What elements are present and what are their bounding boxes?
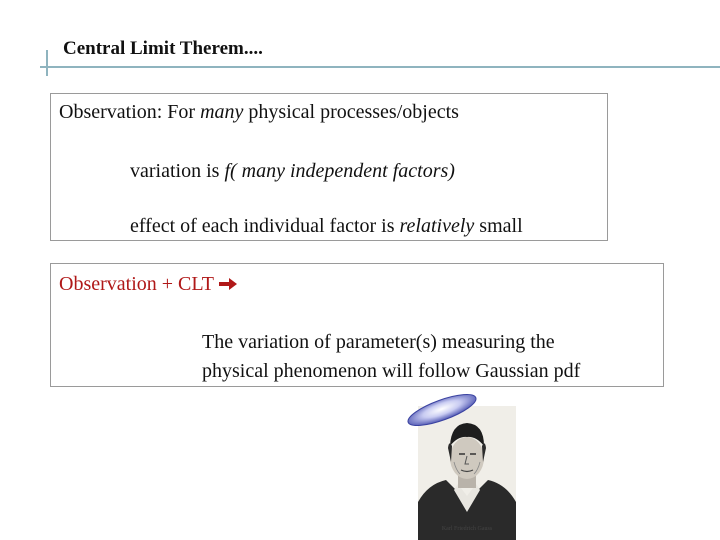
title-tick-mark (46, 50, 48, 76)
portrait-caption: Karl Friedrich Gauss (441, 526, 493, 532)
slide-title: Central Limit Therem.... (63, 38, 263, 59)
observation-emphasis: many (200, 101, 244, 123)
observation-line (59, 100, 459, 124)
effect-line (130, 214, 523, 238)
effect-emphasis: relatively (399, 215, 475, 237)
conclusion-heading (59, 272, 238, 296)
title-underline (40, 66, 720, 68)
conclusion-line-2: physical phenomenon will follow Gaussian pdf (202, 360, 581, 382)
variation-emphasis: f( many independent factors) (224, 160, 455, 182)
variation-line (130, 159, 455, 183)
right-arrow-icon (218, 277, 238, 291)
observation-suffix: physical processes/objects (243, 101, 459, 123)
effect-suffix: small (474, 215, 523, 237)
effect-prefix: effect of each individual factor is (130, 215, 400, 237)
observation-prefix: Observation: For (59, 101, 201, 123)
halo-icon (400, 390, 484, 430)
conclusion-line-1: The variation of parameter(s) measuring the (202, 331, 555, 353)
conclusion-heading-text: Observation + CLT (59, 273, 214, 295)
variation-prefix: variation is (130, 160, 225, 182)
